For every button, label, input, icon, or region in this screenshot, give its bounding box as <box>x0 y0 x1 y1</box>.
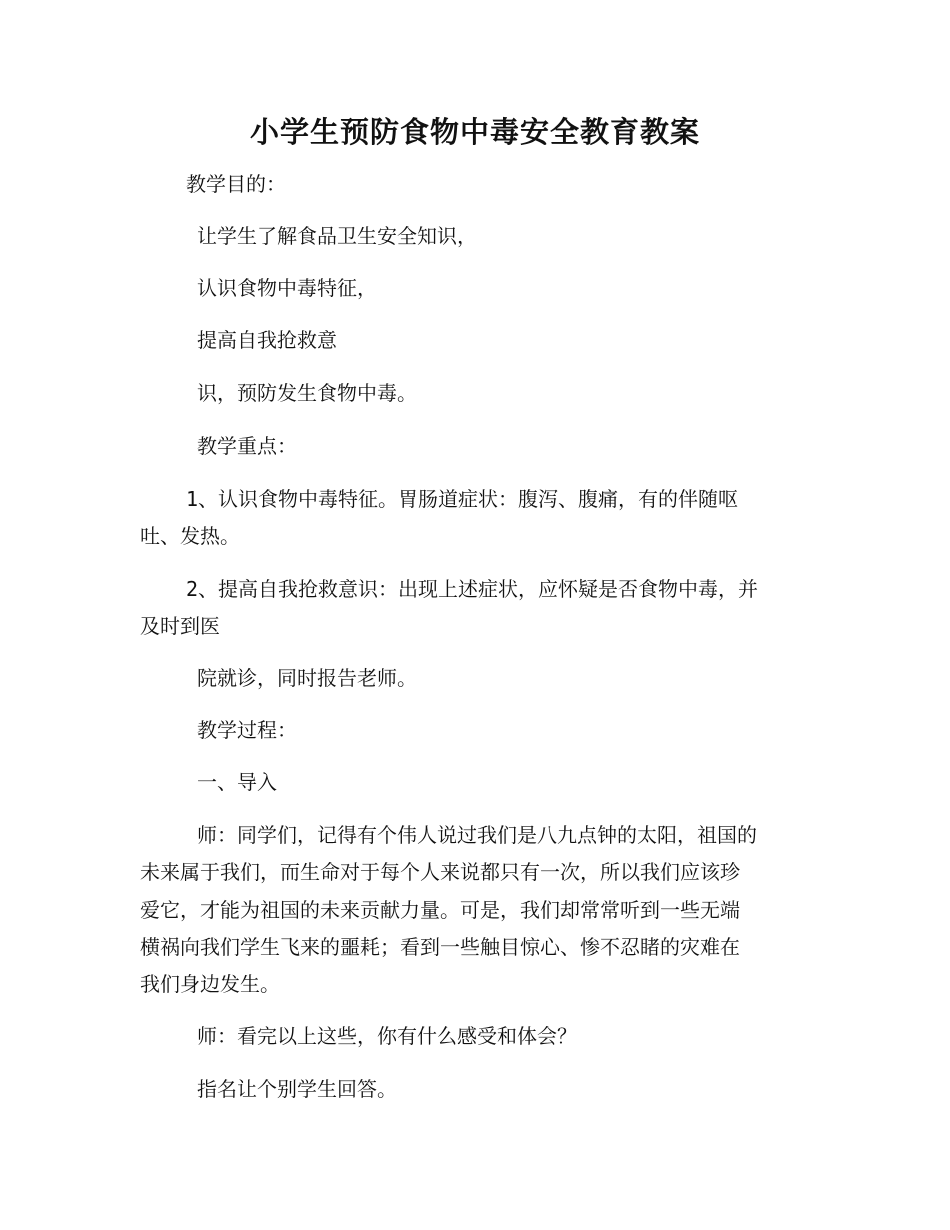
text-line: 横祸向我们学生飞来的噩耗；看到一些触目惊心、惨不忍睹的灾难在 <box>140 935 740 959</box>
text-line: 一、导入 <box>197 770 277 794</box>
text-line: 认识食物中毒特征， <box>197 276 377 300</box>
text-line: 识，预防发生食物中毒。 <box>197 381 417 405</box>
document-title: 小学生预防食物中毒安全教育教案 <box>249 115 700 149</box>
text-line: 吐、发热。 <box>140 524 240 548</box>
text-line: 爱它，才能为祖国的未来贡献力量。可是，我们却常常听到一些无端 <box>140 898 740 922</box>
text-line: 未来属于我们，而生命对于每个人来说都只有一次，所以我们应该珍 <box>140 860 740 884</box>
text-line: 2、提高自我抢救意识：出现上述症状，应怀疑是否食物中毒，并 <box>186 577 759 601</box>
text-line: 1、认识食物中毒特征。胃肠道症状：腹泻、腹痛，有的伴随呕 <box>186 487 739 511</box>
text-line: 师：同学们，记得有个伟人说过我们是八九点钟的太阳，祖国的 <box>197 823 757 847</box>
text-line: 教学目的： <box>186 172 286 196</box>
text-line: 院就诊，同时报告老师。 <box>197 666 417 690</box>
text-line: 指名让个别学生回答。 <box>197 1077 397 1101</box>
text-line: 教学重点： <box>197 434 297 458</box>
text-line: 师：看完以上这些，你有什么感受和体会？ <box>197 1024 577 1048</box>
text-line: 教学过程： <box>197 718 297 742</box>
text-line: 让学生了解食品卫生安全知识， <box>197 224 477 248</box>
text-line: 提高自我抢救意 <box>197 328 337 352</box>
text-line: 我们身边发生。 <box>140 972 280 996</box>
text-line: 及时到医 <box>140 614 220 638</box>
